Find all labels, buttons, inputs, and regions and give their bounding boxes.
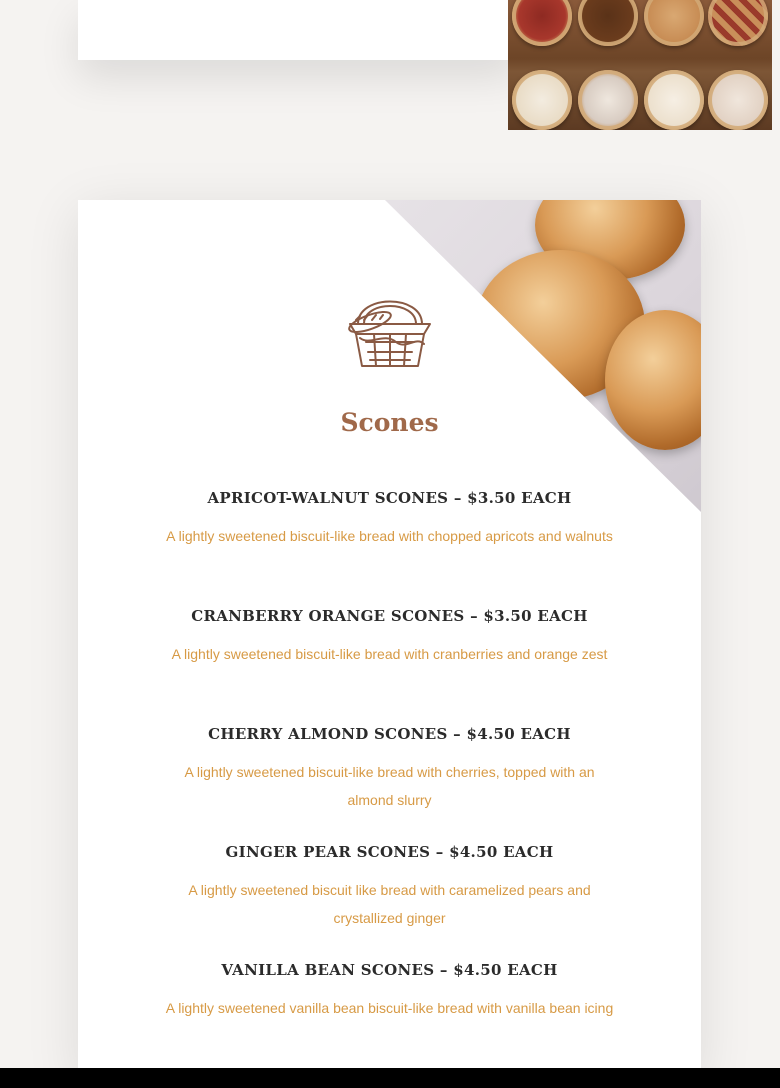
bread-basket-icon — [340, 286, 440, 376]
menu-item-title: APRICOT-WALNUT SCONES – $3.50 EACH — [207, 489, 572, 507]
menu-item-title: VANILLA BEAN SCONES – $4.50 EACH — [221, 961, 558, 979]
previous-menu-card — [78, 0, 518, 60]
menu-item-description: A lightly sweetened biscuit-like bread with chopped apricots and walnuts — [166, 528, 613, 544]
menu-item-description: A lightly sweetened vanilla bean biscuit-like bread with vanilla bean icing — [165, 1000, 614, 1016]
menu-item — [78, 960, 701, 1078]
coconut-pie-image — [644, 70, 704, 130]
pies-photo — [508, 0, 772, 130]
menu-item-description: A lightly sweetened biscuit-like bread with cherries, topped with an almond slurry — [184, 764, 595, 808]
apple-pie-image — [644, 0, 704, 46]
menu-item-title: CRANBERRY ORANGE SCONES – $3.50 EACH — [191, 607, 588, 625]
scones-menu-card — [78, 200, 701, 1080]
menu-item — [78, 488, 701, 606]
chocolate-chip-pie-image — [578, 70, 638, 130]
cream-pie-image — [512, 70, 572, 130]
lattice-pie-image — [708, 0, 768, 46]
menu-items-list — [78, 488, 701, 1078]
menu-item-title: CHERRY ALMOND SCONES – $4.50 EACH — [208, 725, 571, 743]
bottom-bar — [0, 1068, 780, 1088]
cherry-pie-image — [512, 0, 572, 46]
menu-item-description: A lightly sweetened biscuit like bread with caramelized pears and crystallized ginger — [188, 882, 591, 926]
menu-item — [78, 606, 701, 724]
menu-item — [78, 842, 701, 960]
menu-item — [78, 724, 701, 842]
menu-item-description: A lightly sweetened biscuit-like bread with cranberries and orange zest — [171, 646, 608, 662]
section-title: Scones — [340, 408, 439, 437]
pecan-pie-image — [578, 0, 638, 46]
menu-item-title: GINGER PEAR SCONES – $4.50 EACH — [225, 843, 554, 861]
meringue-pie-image — [708, 70, 768, 130]
